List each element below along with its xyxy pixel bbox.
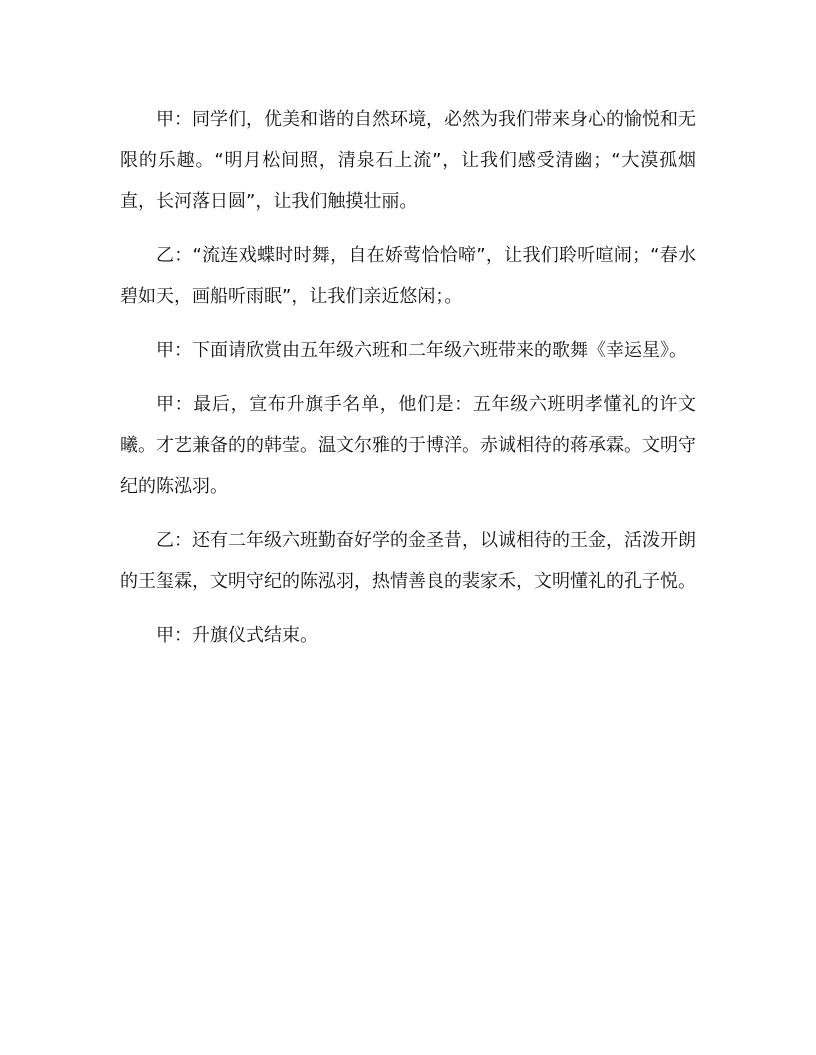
paragraph-5: 乙：还有二年级六班勤奋好学的金圣昔，以诚相待的王金，活泼开朗的王玺霖，文明守纪的陈泓羽，热情善良的裴家禾，文明懂礼的孔子悦。 [120,530,696,592]
paragraph-2: 乙：“流连戏蝶时时舞，自在娇莺恰恰啼”，让我们聆听喧闹；“春水碧如天，画船听雨眠”，让我们亲近悠闲；。 [120,245,696,307]
document-body [120,99,696,669]
paragraph-6: 甲：升旗仪式结束。 [156,625,318,646]
paragraph-4: 甲：最后，宣布升旗手名单，他们是：五年级六班明孝懂礼的许文曦。才艺兼备的的韩莹。温文尔雅的于博洋。赤诚相待的蒋承霖。文明守纪的陈泓羽。 [120,394,696,497]
paragraph-3: 甲：下面请欣赏由五年级六班和二年级六班带来的歌舞《幸运星》。 [156,340,687,361]
paragraph-1: 甲：同学们，优美和谐的自然环境，必然为我们带来身心的愉悦和无限的乐趣。“明月松间照，清泉石上流”，让我们感受清幽；“大漠孤烟直，长河落日圆”，让我们触摸壮丽。 [120,109,696,212]
